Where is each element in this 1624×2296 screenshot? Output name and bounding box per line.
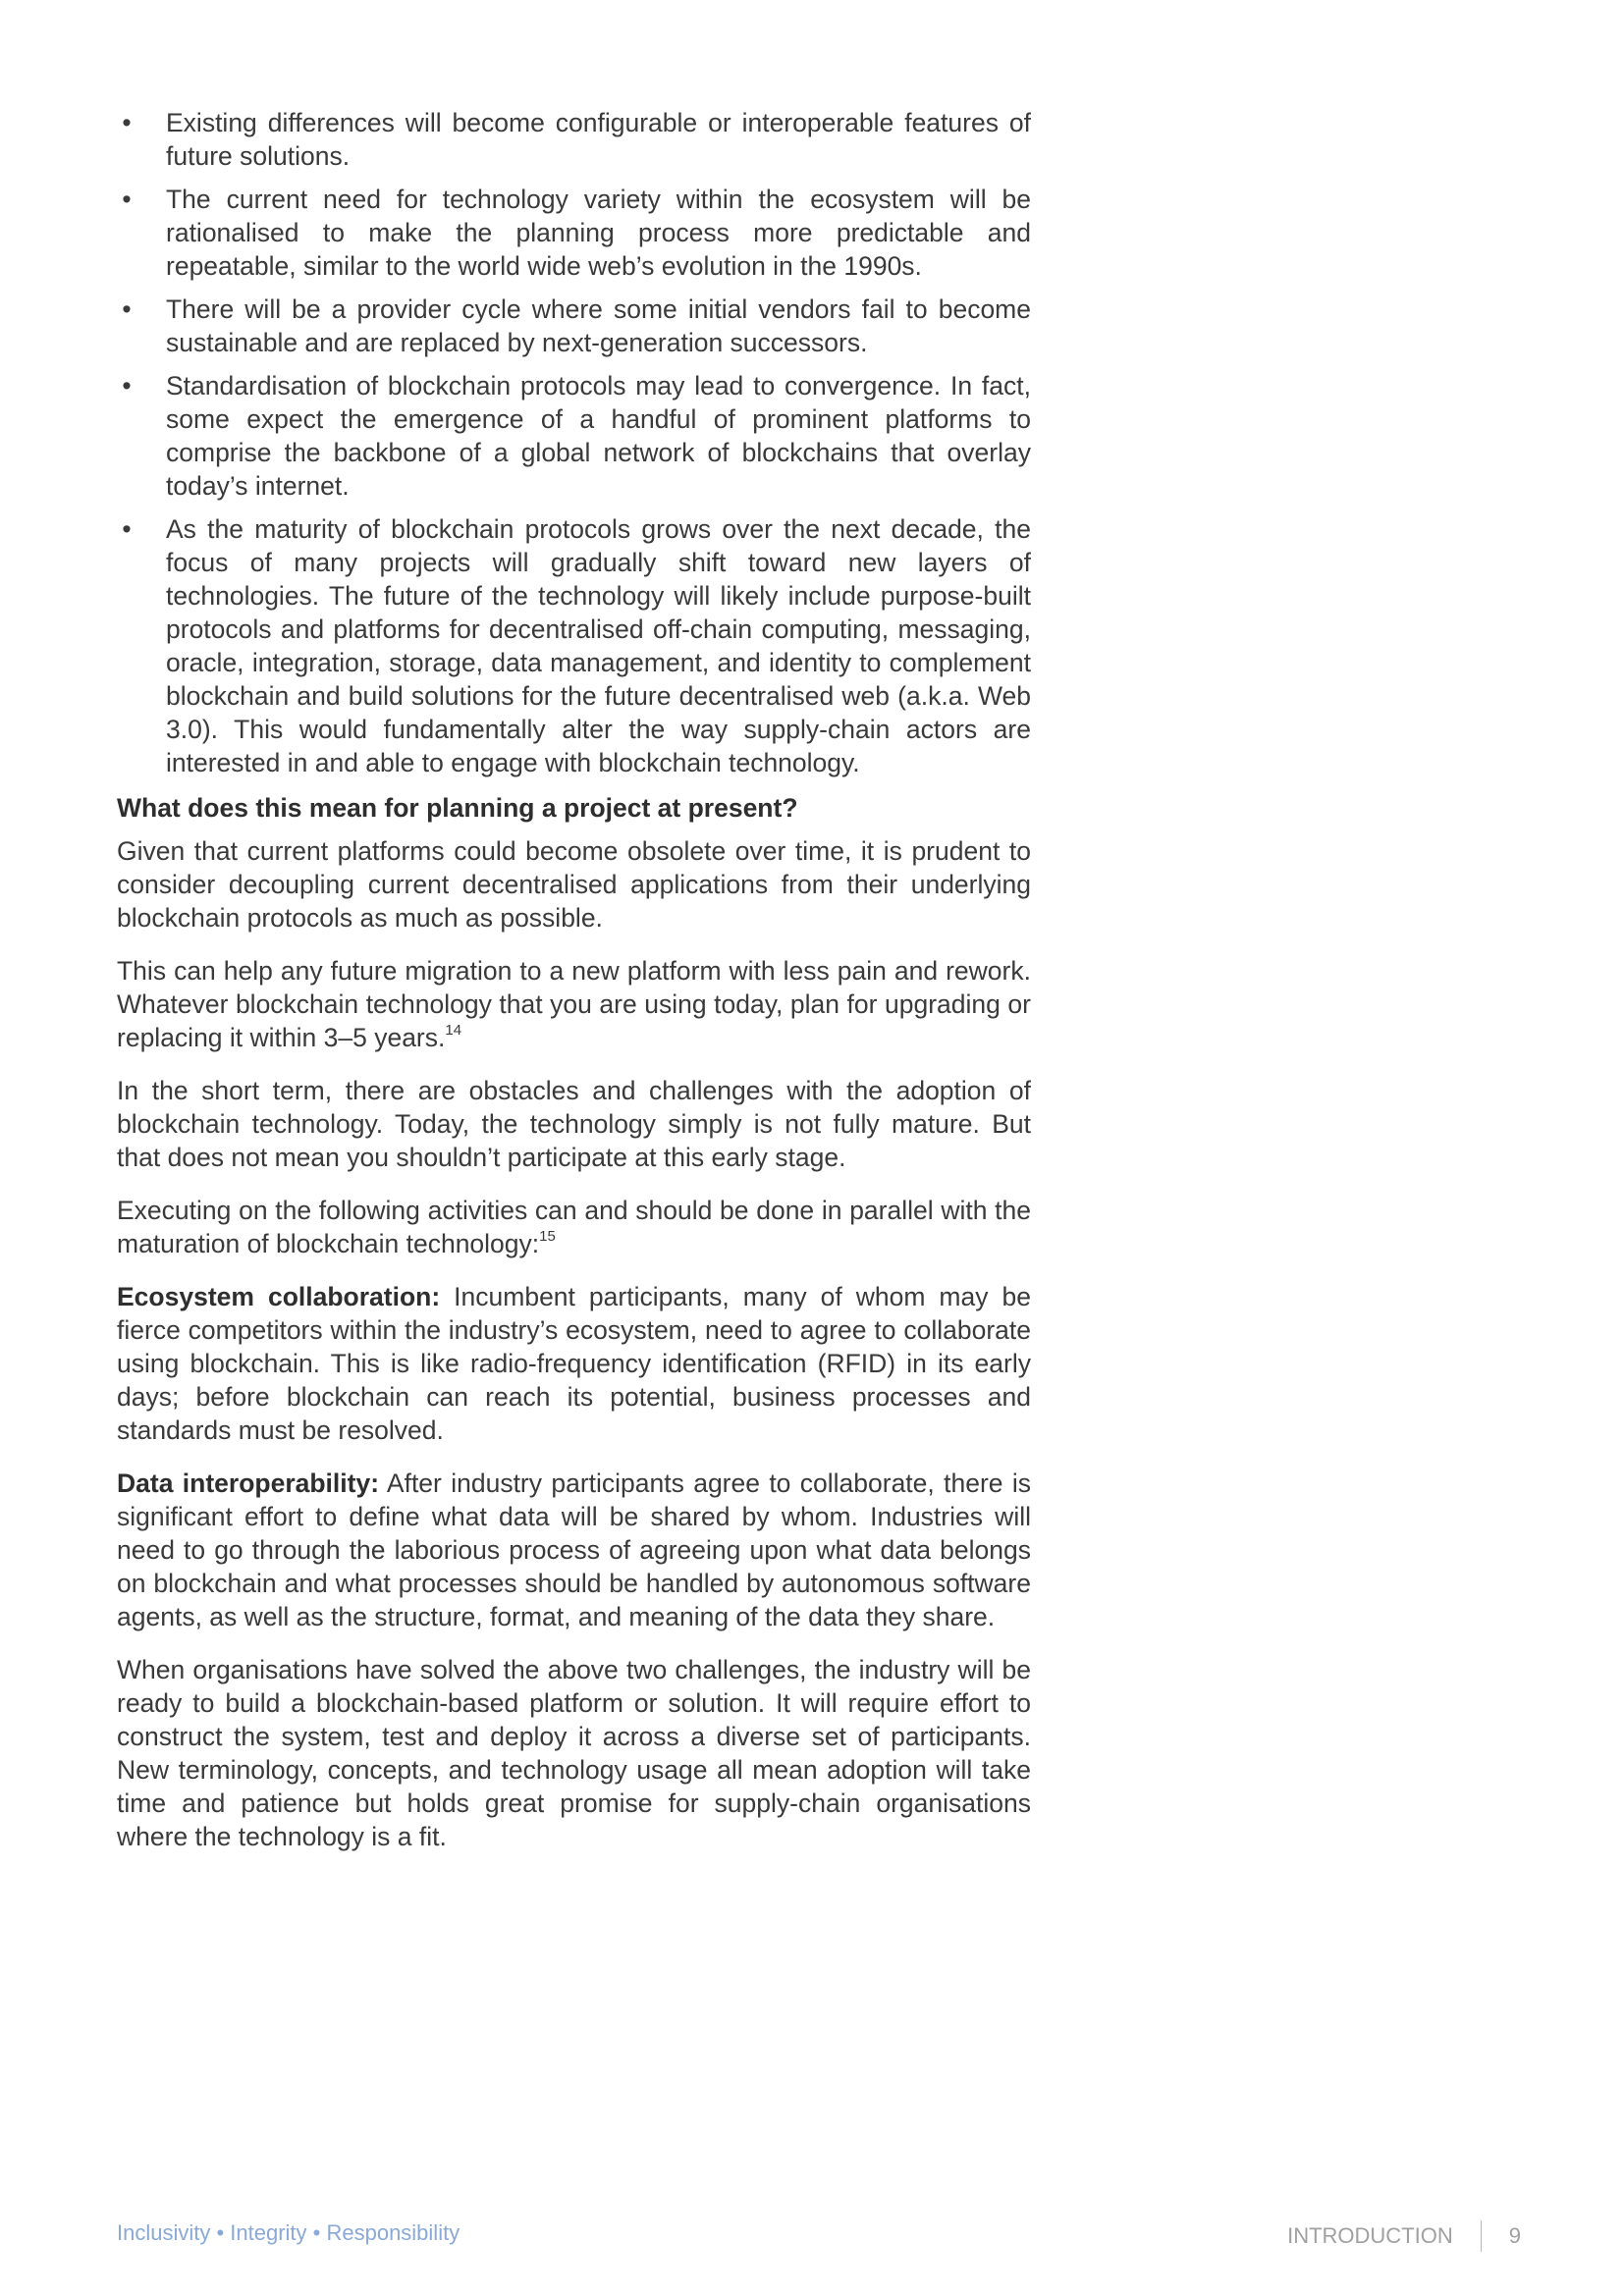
paragraph-ecosystem-collaboration — [117, 1280, 1031, 1447]
list-item — [117, 106, 1031, 173]
bullet-text: As the maturity of blockchain protocols grows over the next decade, the focus of many projects will gradually shift toward new layers of technologies. The future of the technology will likely include purpose-built protocols and platforms for decentralised off-chain computing, messaging, oracle, integration, storage, data management, and identity to complement blockchain and build solutions for the future decentralised web (a.k.a. Web 3.0). This would fundamentally alter the way supply-chain actors are interested in and able to engage with blockchain technology. — [166, 514, 1031, 777]
bullet-list — [117, 106, 1031, 779]
bullet-icon: • — [122, 514, 132, 544]
bullet-text: There will be a provider cycle where some initial vendors fail to become sustainable and are replaced by next-generation successors. — [166, 294, 1031, 357]
bullet-text: Standardisation of blockchain protocols may lead to convergence. In fact, some expect the emergence of a handful of prominent platforms to comprise the backbone of a global network of blockchains that overlay today’s internet. — [166, 371, 1031, 501]
footer-section-name: INTRODUCTION — [1287, 2223, 1453, 2248]
paragraph-text: This can help any future migration to a new platform with less pain and rework. Whatever blockchain technology that you are using today, plan for upgrading or replacing it within 3–5 years. — [117, 956, 1031, 1052]
list-item — [117, 183, 1031, 283]
paragraph-migration — [117, 954, 1031, 1054]
bullet-icon: • — [122, 371, 132, 400]
paragraph-short-term: In the short term, there are obstacles and challenges with the adoption of blockchain technology. Today, the technology simply is not fully mature. But that does not mean you shouldn’t participate at this early stage. — [117, 1076, 1031, 1172]
bullet-icon: • — [122, 108, 132, 137]
footer-divider — [1481, 2220, 1482, 2252]
lead-term: Data interoperability: — [117, 1468, 380, 1498]
list-item — [117, 293, 1031, 359]
bullet-icon: • — [122, 185, 132, 214]
bullet-text: Existing differences will become configurable or interoperable features of future solutions. — [166, 108, 1031, 171]
list-item — [117, 512, 1031, 779]
footer-tagline: Inclusivity • Integrity • Responsibility — [117, 2220, 460, 2245]
paragraph-text: After industry participants agree to collaborate, there is significant effort to define what data will be shared by whom. Industries will need to go through the laborious process of agreeing upon what data belongs on blockchain and what processes should be handled by autonomous software agents, as well as the structure, format, and meaning of the data they share. — [117, 1468, 1031, 1631]
lead-term: Ecosystem collaboration: — [117, 1282, 441, 1311]
footnote-ref: 15 — [539, 1228, 556, 1245]
page-number: 9 — [1508, 2223, 1521, 2248]
paragraph-decoupling: Given that current platforms could become obsolete over time, it is prudent to consider decoupling current decentralised applications from their underlying blockchain protocols as much as possible. — [117, 836, 1031, 933]
paragraph-text: Executing on the following activities can and should be done in parallel with the maturation of blockchain technology: — [117, 1196, 1031, 1258]
page-content — [117, 106, 1031, 1873]
bullet-icon: • — [122, 294, 132, 324]
footer-section-info — [1287, 2220, 1521, 2252]
paragraph-text: Incumbent participants, many of whom may be fierce competitors within the industry’s ecosystem, need to agree to collaborate using blockchain. This is like radio-frequency identification (RFID) in its early days; before blockchain can reach its potential, business processes and standards must be resolved. — [117, 1282, 1031, 1445]
paragraph-activities — [117, 1194, 1031, 1260]
list-item — [117, 369, 1031, 503]
footnote-ref: 14 — [445, 1022, 462, 1039]
paragraph-data-interoperability — [117, 1467, 1031, 1633]
paragraph-conclusion: When organisations have solved the above two challenges, the industry will be ready to build a blockchain-based platform or solution. It will require effort to construct the system, test and deploy it across a diverse set of participants. New terminology, concepts, and technology usage all mean adoption will take time and patience but holds great promise for supply-chain organisations where the technology is a fit. — [117, 1655, 1031, 1851]
bullet-text: The current need for technology variety within the ecosystem will be rationalised to make the planning process more predictable and repeatable, similar to the world wide web’s evolution in the 1990s. — [166, 185, 1031, 281]
section-heading: What does this mean for planning a project at present? — [117, 793, 798, 823]
